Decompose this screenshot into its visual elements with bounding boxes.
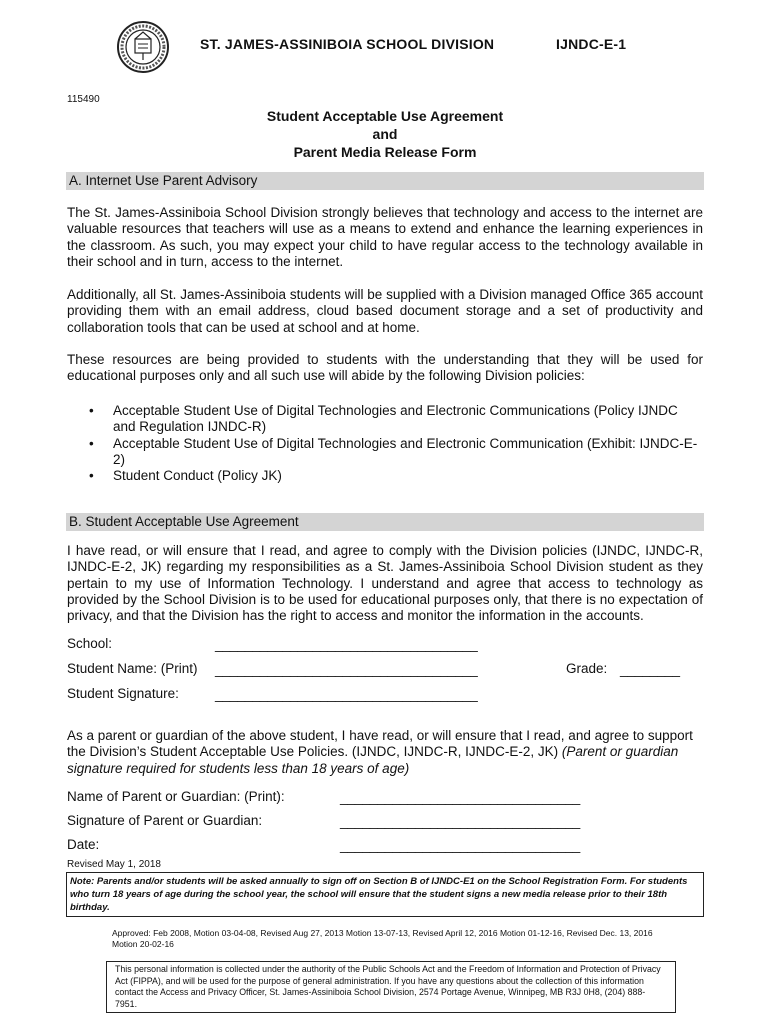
- annual-signoff-note: Note: Parents and/or students will be asked annually to sign off on Section B of IJNDC-E1 on the School Registration Form. For students who turn 18 years of age during the school year, the school will ensure that the student signs a new media release prior to their 18th birthday.: [66, 872, 704, 917]
- approval-history: Approved: Feb 2008, Motion 03-04-08, Revised Aug 27, 2013 Motion 13-07-13, Revised April 12, 2016 Motion 01-12-16, Revised Dec. 13, 2016 Motion 20-02-16: [112, 928, 653, 949]
- policy-code: IJNDC-E-1: [556, 36, 627, 52]
- policy-list-item: • Acceptable Student Use of Digital Technologies and Electronic Communications (Policy IJNDC and Regulation IJNDC-R): [67, 403, 703, 436]
- parent-signature-field[interactable]: ________________________________: [340, 814, 581, 829]
- page-title-line3: Parent Media Release Form: [293, 144, 477, 160]
- grade-field[interactable]: ________: [620, 662, 681, 677]
- privacy-notice: This personal information is collected under the authority of the Public Schools Act and the Freedom of Information and Protection of Privacy Act (FIPPA), and will be used for the purpose of general administration. If you have any questions about the collection of this information contact the Access and Privacy Officer, St. James-Assiniboia School Division, 2574 Portage Avenue, Winnipeg, MB R3J 0H8, (204) 888-7951.: [106, 961, 676, 1013]
- school-label: School:: [67, 636, 113, 651]
- parent-agreement-paragraph: [67, 728, 703, 777]
- policy-list-item: • Acceptable Student Use of Digital Technologies and Electronic Communication (Exhibit: IJNDC-E-2): [67, 436, 703, 469]
- parent-name-field[interactable]: ________________________________: [340, 790, 581, 805]
- student-signature-label: Student Signature:: [67, 686, 179, 701]
- document-number: 115490: [67, 94, 100, 105]
- division-seal-logo: [116, 20, 170, 74]
- revised-date: Revised May 1, 2018: [67, 859, 161, 870]
- date-field[interactable]: ________________________________: [340, 838, 581, 853]
- school-field[interactable]: ___________________________________: [215, 637, 478, 652]
- date-label: Date:: [67, 837, 100, 852]
- section-b-paragraph: I have read, or will ensure that I read, and agree to comply with the Division policies (IJNDC, IJNDC-R, IJNDC-E-2, JK) regarding my responsibilities as a St. James-Assiniboia School Division student as they pertain to my use of Information Technology. I understand and agree that access to technology as provided by the School Division is to be used for educational purposes only, that there is no expectation of privacy, and that the Division has the right to access and monitor the information in the accounts.: [67, 543, 703, 624]
- parent-signature-label: Signature of Parent or Guardian:: [67, 813, 263, 828]
- page-title-line1: Student Acceptable Use Agreement: [266, 108, 504, 124]
- student-signature-field[interactable]: ___________________________________: [215, 687, 478, 702]
- section-b-heading: B. Student Acceptable Use Agreement: [66, 513, 704, 531]
- student-name-field[interactable]: ___________________________________: [215, 662, 478, 677]
- parent-name-label: Name of Parent or Guardian: (Print):: [67, 789, 285, 804]
- section-a-paragraph-3: These resources are being provided to students with the understanding that they will be used for educational purposes only and all such use will abide by the following Division policies:: [67, 352, 703, 384]
- parent-signature-requirement: (Parent or guardian signature required for students less than 18 years of age): [67, 744, 679, 776]
- policy-list: [67, 403, 703, 484]
- grade-label: Grade:: [566, 661, 608, 676]
- section-a-paragraph-1: The St. James-Assiniboia School Division strongly believes that technology and access to the internet are valuable resources that teachers will use as a means to extend and enhance the learning experiences in the classroom. As such, you may expect your child to have regular access to the technology available in their school and in turn, access to the internet.: [67, 205, 703, 269]
- student-name-label: Student Name: (Print): [67, 661, 198, 676]
- section-a-heading: A. Internet Use Parent Advisory: [66, 172, 704, 190]
- section-a-paragraph-2: Additionally, all St. James-Assiniboia students will be supplied with a Division managed Office 365 account providing them with an email address, cloud based document storage and a set of productivity and collaboration tools that can be used at school and at home.: [67, 287, 703, 335]
- page-title-line2: and: [372, 126, 398, 142]
- division-name: ST. JAMES-ASSINIBOIA SCHOOL DIVISION: [200, 36, 495, 52]
- parent-agreement-text: As a parent or guardian of the above student, I have read, or will ensure that I read, and agree to support the Division’s Student Acceptable Use Policies. (IJNDC, IJNDC-R, IJNDC-E-2, JK): [67, 728, 693, 760]
- policy-list-item: • Student Conduct (Policy JK): [67, 468, 703, 484]
